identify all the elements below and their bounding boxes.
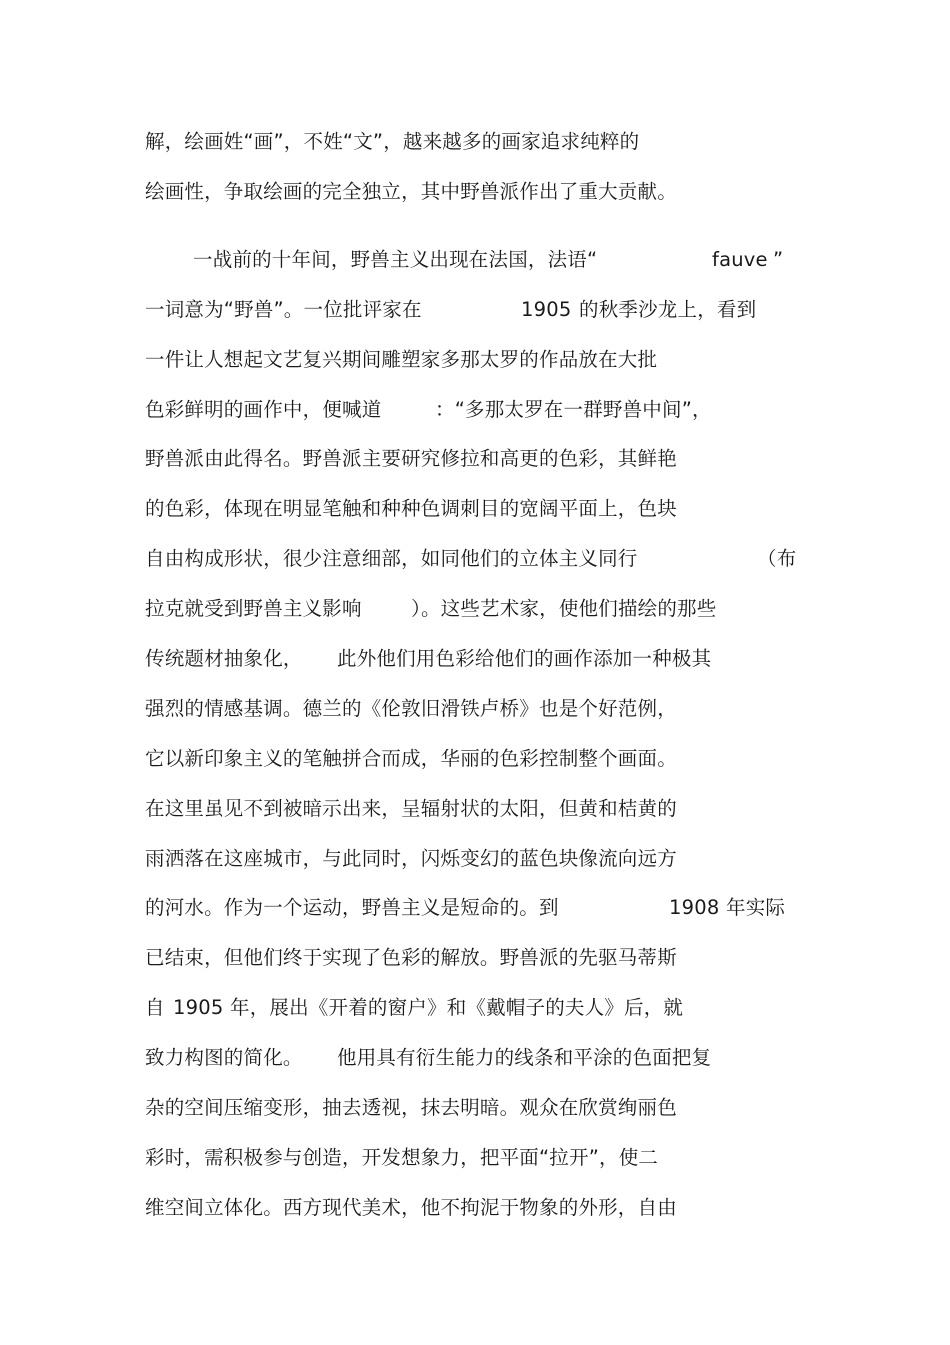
text-segment: 它以新印象主义的笔触拼合而成，华丽的色彩控制整个画面。 bbox=[145, 747, 677, 770]
text-segment: 维空间立体化。西方现代美术，他不拘泥于物象的外形，自由 bbox=[145, 1196, 677, 1219]
text-segment: 的色彩，体现在明显笔触和种种色调刺目的宽阔平面上，色块 bbox=[145, 497, 677, 520]
text-segment: 1905 bbox=[173, 996, 224, 1019]
text-line bbox=[145, 843, 677, 875]
text-line bbox=[145, 493, 677, 525]
text-segment: 解，绘画姓“画”，不姓“文”，越来越多的画家追求纯粹的 bbox=[145, 130, 640, 153]
text-segment: ” bbox=[773, 248, 784, 271]
text-segment: 1905 bbox=[521, 298, 572, 321]
text-segment: 的秋季沙龙上，看到 bbox=[579, 298, 757, 321]
text-line bbox=[145, 942, 677, 974]
text-segment: 年实际 bbox=[726, 896, 786, 919]
text-line bbox=[145, 793, 677, 825]
text-segment: （布 bbox=[757, 547, 797, 570]
text-segment: 雨洒落在这座城市，与此同时，闪烁变幻的蓝色块像流向远方 bbox=[145, 847, 677, 870]
text-segment: 此外他们用色彩给他们的画作添加一种极其 bbox=[337, 647, 712, 670]
text-line bbox=[145, 344, 658, 376]
text-line bbox=[145, 892, 786, 924]
text-line bbox=[145, 643, 712, 675]
text-segment: 在这里虽见不到被暗示出来，呈辐射状的太阳，但黄和桔黄的 bbox=[145, 797, 677, 820]
text-segment: 强烈的情感基调。德兰的《伦敦旧滑铁卢桥》也是个好范例， bbox=[145, 697, 677, 720]
text-line bbox=[145, 443, 677, 475]
text-segment: 野兽派由此得名。野兽派主要研究修拉和高更的色彩，其鲜艳 bbox=[145, 447, 677, 470]
text-line bbox=[145, 593, 717, 625]
text-segment: 年，展出《开着的窗户》和《戴帽子的夫人》后，就 bbox=[230, 996, 684, 1019]
text-segment: ：“多那太罗在一群野兽中间”， bbox=[435, 398, 712, 421]
text-segment: 彩时，需积极参与创造，开发想象力，把平面“拉开”，使二 bbox=[145, 1146, 659, 1169]
text-line bbox=[145, 1142, 659, 1174]
text-line bbox=[145, 743, 677, 775]
text-line bbox=[145, 1042, 712, 1074]
text-segment: 1908 bbox=[669, 896, 720, 919]
text-segment: 一战前的十年间，野兽主义出现在法国，法语“ bbox=[193, 248, 598, 271]
text-line bbox=[145, 1192, 677, 1224]
text-line bbox=[145, 992, 684, 1024]
text-line bbox=[145, 1092, 677, 1124]
text-line bbox=[145, 543, 797, 575]
text-segment: 的河水。作为一个运动，野兽主义是短命的。到 bbox=[145, 896, 559, 919]
text-segment: 致力构图的简化。 bbox=[145, 1046, 303, 1069]
text-segment: 已结束，但他们终于实现了色彩的解放。野兽派的先驱马蒂斯 bbox=[145, 946, 677, 969]
text-line bbox=[145, 394, 712, 426]
text-segment: 拉克就受到野兽主义影响 bbox=[145, 597, 362, 620]
text-segment: 一件让人想起文艺复兴期间雕塑家多那太罗的作品放在大批 bbox=[145, 348, 658, 371]
text-line bbox=[145, 294, 757, 326]
text-segment: 绘画性，争取绘画的完全独立，其中野兽派作出了重大贡献。 bbox=[145, 180, 677, 203]
text-line bbox=[145, 126, 640, 158]
text-segment: 传统题材抽象化， bbox=[145, 647, 303, 670]
text-segment: 一词意为“野兽”。一位批评家在 bbox=[145, 298, 422, 321]
text-segment: 杂的空间压缩变形，抽去透视，抹去明暗。观众在欣赏绚丽色 bbox=[145, 1096, 677, 1119]
text-segment: ）。这些艺术家，使他们描绘的那些 bbox=[411, 597, 717, 620]
text-segment: 他用具有衍生能力的线条和平涂的色面把复 bbox=[337, 1046, 712, 1069]
text-line bbox=[145, 176, 677, 208]
text-segment: 自由构成形状，很少注意细部，如同他们的立体主义同行 bbox=[145, 547, 638, 570]
text-segment: 色彩鲜明的画作中，便喊道 bbox=[145, 398, 382, 421]
text-segment: fauve bbox=[712, 248, 768, 271]
text-line bbox=[145, 693, 677, 725]
text-segment: 自 bbox=[145, 996, 165, 1019]
text-line bbox=[145, 244, 784, 276]
